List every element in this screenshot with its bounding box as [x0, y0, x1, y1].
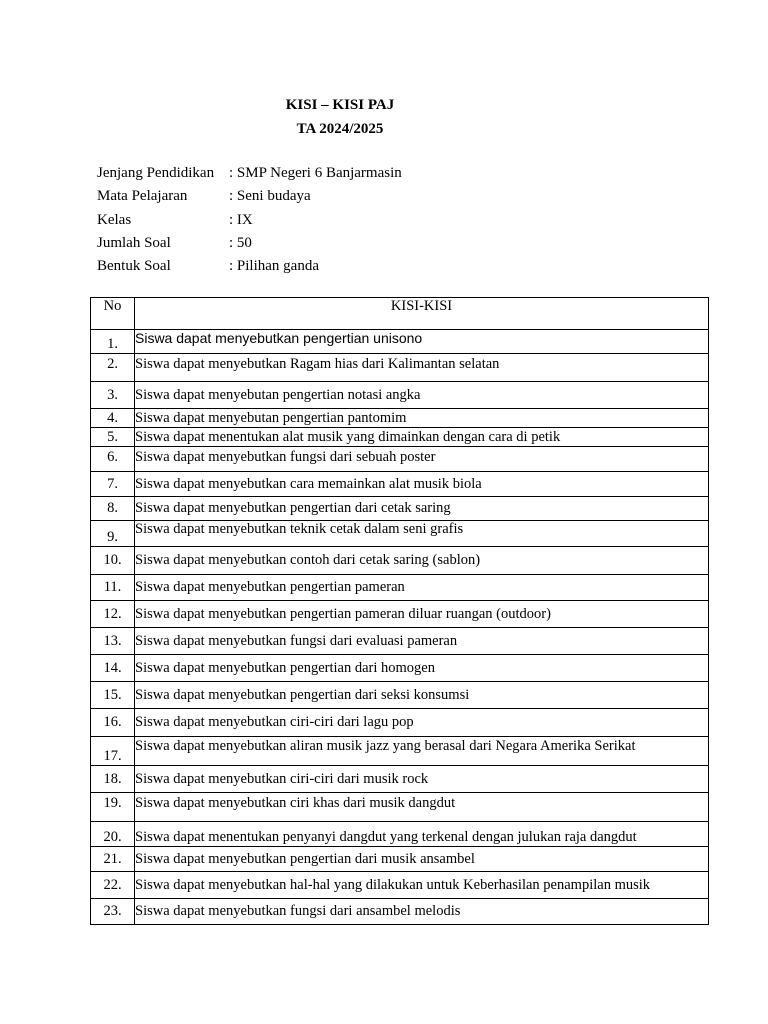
row-description: Siswa dapat menyebutan pengertian pantomim: [135, 409, 709, 428]
row-description: Siswa dapat menyebutkan fungsi dari sebuah poster: [135, 447, 709, 472]
row-description: Siswa dapat menyebutkan hal-hal yang dilakukan untuk Keberhasilan penampilan musik: [135, 872, 709, 899]
row-description: Siswa dapat menyebutkan fungsi dari evaluasi pameran: [135, 628, 709, 655]
info-label: Bentuk Soal: [97, 258, 171, 275]
row-number: 14.: [91, 655, 135, 682]
table-row: [91, 737, 709, 766]
row-number: 17.: [91, 737, 135, 766]
row-description: Siswa dapat menyebutkan ciri-ciri dari musik rock: [135, 766, 709, 793]
row-number: 19.: [91, 793, 135, 822]
row-description: Siswa dapat menyebutkan pengertian dari homogen: [135, 655, 709, 682]
row-description: Siswa dapat menyebutkan pengertian dari cetak saring: [135, 497, 709, 521]
table-row: [91, 628, 709, 655]
row-number: 15.: [91, 682, 135, 709]
row-description: Siswa dapat menyebutkan cara memainkan alat musik biola: [135, 472, 709, 497]
row-number: 6.: [91, 447, 135, 472]
row-number: 9.: [91, 521, 135, 547]
info-label: Kelas: [97, 211, 132, 228]
row-description: Siswa dapat menyebutkan pengertian dari seksi konsumsi: [135, 682, 709, 709]
table-row: [91, 382, 709, 409]
row-number: 22.: [91, 872, 135, 899]
row-description: Siswa dapat menyebutkan ciri-ciri dari lagu pop: [135, 709, 709, 737]
row-number: 12.: [91, 601, 135, 628]
table-header-row: [91, 298, 709, 330]
row-number: 1.: [91, 330, 135, 354]
table-row: [91, 472, 709, 497]
row-number: 8.: [91, 497, 135, 521]
info-value: : SMP Negeri 6 Banjarmasin: [229, 165, 402, 181]
table-row: [91, 847, 709, 872]
table-row: [91, 709, 709, 737]
info-value: : Seni budaya: [229, 188, 311, 205]
table-row: [91, 547, 709, 575]
table-row: [91, 822, 709, 847]
header-no: No: [91, 298, 135, 330]
table-row: [91, 682, 709, 709]
row-description: Siswa dapat menyebutkan contoh dari cetak saring (sablon): [135, 547, 709, 575]
row-number: 11.: [91, 575, 135, 601]
row-description: Siswa dapat menyebutkan teknik cetak dalam seni grafis: [135, 521, 709, 547]
row-description: Siswa dapat menyebutkan pengertian pameran: [135, 575, 709, 601]
info-label: Jumlah Soal: [97, 234, 171, 251]
row-description: Siswa dapat menyebutkan ciri khas dari musik dangdut: [135, 793, 709, 822]
table-row: [91, 872, 709, 899]
row-description: Siswa dapat menyebutkan fungsi dari ansambel melodis: [135, 899, 709, 925]
row-number: 16.: [91, 709, 135, 737]
row-number: 2.: [91, 354, 135, 382]
table-row: [91, 497, 709, 521]
row-number: 21.: [91, 847, 135, 872]
table-row: [91, 330, 709, 354]
row-description: Siswa dapat menyebutkan pengertian dari musik ansambel: [135, 847, 709, 872]
info-value: : IX: [229, 211, 253, 228]
table-row: [91, 354, 709, 382]
row-number: 4.: [91, 409, 135, 428]
info-label: Jenjang Pendidikan: [97, 165, 215, 181]
header-kisi: KISI-KISI: [135, 298, 709, 330]
info-value: : 50: [229, 234, 252, 251]
document-subtitle: TA 2024/2025: [296, 121, 384, 137]
table-row: [91, 655, 709, 682]
row-description: Siswa dapat menentukan penyanyi dangdut yang terkenal dengan julukan raja dangdut: [135, 822, 709, 847]
table-row: [91, 766, 709, 793]
row-number: 20.: [91, 822, 135, 847]
table-row: [91, 447, 709, 472]
row-number: 5.: [91, 428, 135, 447]
table-row: [91, 575, 709, 601]
table-row: [91, 521, 709, 547]
info-label: Mata Pelajaran: [97, 188, 188, 205]
document-title: KISI – KISI PAJ: [285, 97, 395, 113]
info-value: : Pilihan ganda: [229, 258, 319, 275]
row-description: Siswa dapat menentukan alat musik yang dimainkan dengan cara di petik: [135, 428, 709, 447]
row-number: 13.: [91, 628, 135, 655]
table-row: [91, 409, 709, 428]
row-description: Siswa dapat menyebutkan Ragam hias dari Kalimantan selatan: [135, 354, 709, 382]
row-description: Siswa dapat menyebutkan pengertian unisono: [135, 330, 709, 354]
row-number: 23.: [91, 899, 135, 925]
row-description: Siswa dapat menyebutan pengertian notasi angka: [135, 382, 709, 409]
kisi-table: [90, 297, 709, 925]
table-row: [91, 428, 709, 447]
table-row: [91, 601, 709, 628]
row-number: 10.: [91, 547, 135, 575]
table-row: [91, 793, 709, 822]
row-description: Siswa dapat menyebutkan pengertian pameran diluar ruangan (outdoor): [135, 601, 709, 628]
row-number: 18.: [91, 766, 135, 793]
table-row: [91, 899, 709, 925]
row-number: 7.: [91, 472, 135, 497]
row-number: 3.: [91, 382, 135, 409]
row-description: Siswa dapat menyebutkan aliran musik jazz yang berasal dari Negara Amerika Serikat: [135, 737, 709, 766]
